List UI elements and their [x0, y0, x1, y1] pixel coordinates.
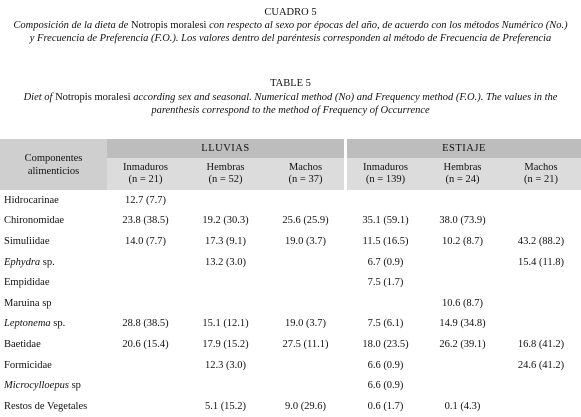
row-label-name: Ephydra — [4, 256, 41, 268]
row-label-suffix: sp. — [40, 256, 55, 268]
subheader-cell — [347, 158, 424, 190]
value-cell — [184, 293, 267, 314]
caption-spanish — [10, 19, 571, 45]
value-cell: 9.0 (29.6) — [284, 400, 327, 412]
subheader-cell — [501, 158, 581, 190]
caption-en-species: Notropis moralesi — [55, 92, 131, 103]
row-label — [0, 293, 107, 314]
value-cell — [424, 190, 501, 211]
value-cell: 18.0 (23.5) — [362, 338, 409, 350]
value-cell: 0.6 (1.7) — [367, 400, 404, 412]
subheader-name: Hembras — [443, 162, 482, 173]
table-body — [0, 190, 581, 417]
table-row — [0, 396, 581, 417]
value-cell: 6.6 (0.9) — [367, 380, 404, 392]
subheader-count: (n = 37) — [288, 174, 323, 185]
row-label — [0, 190, 107, 211]
row-label-name: Empididae — [4, 277, 50, 289]
value-cell: 26.2 (39.1) — [439, 338, 486, 350]
value-cell: 13.2 (3.0) — [204, 256, 247, 268]
subheader-count: (n = 139) — [365, 174, 406, 185]
row-label — [0, 231, 107, 252]
value-cell: 19.0 (3.7) — [284, 318, 327, 330]
table-row — [0, 252, 581, 273]
value-cell — [107, 252, 184, 273]
value-cell — [267, 355, 344, 376]
value-cell — [347, 293, 424, 314]
value-cell: 23.8 (38.5) — [122, 215, 169, 227]
value-cell: 15.4 (11.8) — [518, 256, 564, 268]
value-cell: 17.3 (9.1) — [204, 235, 247, 247]
row-label — [0, 211, 107, 232]
value-cell: 12.3 (3.0) — [204, 359, 247, 371]
value-cell: 17.9 (15.2) — [202, 338, 249, 350]
caption-es-part2: con respecto al sexo por épocas del año, de acuerdo con los métodos Numérico (No.) y Frecuencia de Preferencia (F.O.). Los valores dentro del paréntesis corresponden al método de Frecuencia de Preferencia — [29, 20, 568, 44]
value-cell: 38.0 (73.9) — [439, 215, 486, 227]
subheader-cell — [107, 158, 184, 190]
table-row — [0, 293, 581, 314]
row-label-name: Hidrocarinae — [4, 194, 59, 206]
value-cell — [107, 396, 184, 417]
value-cell: 14.9 (34.8) — [439, 318, 486, 330]
value-cell — [501, 190, 581, 211]
row-label — [0, 375, 107, 396]
subheader-count: (n = 52) — [208, 174, 243, 185]
subheader-count: (n = 21) — [128, 174, 163, 185]
value-cell — [267, 190, 344, 211]
value-cell: 15.1 (12.1) — [202, 318, 249, 330]
row-label-name: Chironomidae — [4, 215, 65, 227]
subheader-name: Inmaduros — [363, 162, 408, 173]
value-cell — [501, 272, 581, 293]
value-cell: 19.2 (30.3) — [202, 215, 249, 227]
value-cell — [501, 211, 581, 232]
value-cell — [107, 272, 184, 293]
table-row — [0, 190, 581, 211]
value-cell: 20.6 (15.4) — [122, 338, 169, 350]
value-cell: 35.1 (59.1) — [362, 215, 409, 227]
subheader-name: Hembras — [206, 162, 245, 173]
table-row — [0, 375, 581, 396]
value-cell: 7.5 (1.7) — [367, 277, 404, 289]
value-cell — [347, 190, 424, 211]
caption-en-part2: according sex and seasonal. Numerical method (No) and Frequency method (F.O.). The values in the parenthesis correspond to the method of Frequency of Occurrence — [130, 92, 558, 116]
table-row — [0, 314, 581, 335]
value-cell: 7.5 (6.1) — [367, 318, 404, 330]
row-label-name: Maruina sp — [4, 297, 52, 309]
value-cell: 43.2 (88.2) — [517, 235, 565, 247]
subheader-name: Machos — [524, 162, 558, 173]
value-cell: 0.1 (4.3) — [444, 400, 481, 412]
caption-es-species: Notropis moralesi — [130, 20, 207, 31]
components-header: Componentes alimenticios — [0, 139, 107, 190]
caption-en-part1: Diet of — [23, 92, 56, 103]
caption-title: CUADRO 5 — [264, 7, 317, 18]
table-row — [0, 211, 581, 232]
row-label-suffix: sp — [68, 380, 81, 392]
subheader-count: (n = 21) — [524, 174, 558, 185]
value-cell — [107, 375, 184, 396]
value-cell: 6.6 (0.9) — [367, 359, 404, 371]
row-label-suffix: sp. — [50, 318, 66, 330]
row-label-name: Baetidae — [4, 338, 41, 350]
value-cell: 24.6 (41.2) — [517, 359, 565, 371]
row-label — [0, 334, 107, 355]
row-label-name: Formicidae — [4, 359, 52, 371]
value-cell: 6.7 (0.9) — [367, 256, 404, 268]
group-header-lluvias: LLUVIAS — [107, 139, 344, 158]
subheader-cell — [424, 158, 501, 190]
value-cell: 10.6 (8.7) — [441, 297, 484, 309]
value-cell: 19.0 (3.7) — [284, 235, 327, 247]
row-label — [0, 272, 107, 293]
group-header-estiaje: ESTIAJE — [347, 139, 581, 158]
value-cell — [267, 252, 344, 273]
value-cell: 14.0 (7.7) — [124, 235, 167, 247]
value-cell — [107, 355, 184, 376]
value-cell — [267, 375, 344, 396]
value-cell — [501, 375, 581, 396]
value-cell: 11.5 (16.5) — [362, 235, 409, 247]
value-cell — [424, 272, 501, 293]
row-label — [0, 252, 107, 273]
value-cell — [184, 190, 267, 211]
row-label — [0, 355, 107, 376]
value-cell — [107, 293, 184, 314]
value-cell: 27.5 (11.1) — [282, 338, 329, 350]
row-label-name: Simuliidae — [4, 235, 50, 247]
value-cell — [267, 272, 344, 293]
subheader-name: Inmaduros — [123, 162, 168, 173]
value-cell — [424, 252, 501, 273]
caption-es-part1: Composición de la dieta de — [13, 20, 131, 31]
row-label-name: Restos de Vegetales — [4, 400, 88, 412]
value-cell: 16.8 (41.2) — [517, 338, 565, 350]
value-cell — [184, 375, 267, 396]
subheader-cell — [184, 158, 267, 190]
value-cell — [184, 272, 267, 293]
subheader-count: (n = 24) — [445, 174, 480, 185]
diet-table — [0, 139, 581, 417]
subheader-name: Machos — [288, 162, 323, 173]
row-label-name: Leptonema — [4, 318, 51, 330]
table-row — [0, 355, 581, 376]
subheader-cell — [267, 158, 344, 190]
row-label-name: Microcylloepus — [4, 380, 69, 392]
value-cell — [267, 293, 344, 314]
value-cell: 10.2 (8.7) — [441, 235, 484, 247]
caption-table-label: TABLE 5 — [270, 78, 311, 89]
value-cell — [501, 293, 581, 314]
value-cell — [501, 396, 581, 417]
value-cell: 28.8 (38.5) — [122, 318, 169, 330]
value-cell: 12.7 (7.7) — [124, 194, 167, 206]
table-row — [0, 272, 581, 293]
value-cell — [424, 375, 501, 396]
table-row — [0, 334, 581, 355]
value-cell: 25.6 (25.9) — [282, 215, 329, 227]
value-cell — [424, 355, 501, 376]
row-label — [0, 314, 107, 335]
value-cell: 5.1 (15.2) — [204, 400, 247, 412]
table-row — [0, 231, 581, 252]
value-cell — [501, 314, 581, 335]
caption-english — [6, 91, 575, 117]
row-label — [0, 396, 107, 417]
